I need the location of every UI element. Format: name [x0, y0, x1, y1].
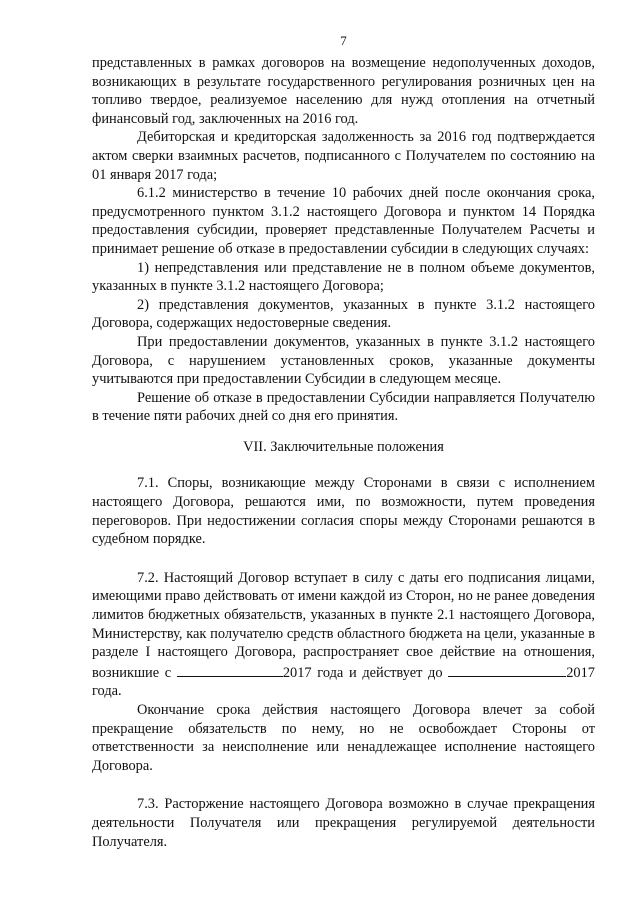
paragraph-continuation: представленных в рамках договоров на возмещение недополученных доходов, возникающих в результате государственного регулирования розничных цен на топливо твердое, реализуемое населению для нужд отопления на отчетный финансовый год, заключенных на 2016 год. [92, 55, 595, 127]
spacer [92, 549, 595, 569]
paragraph-receivables: Дебиторская и кредиторская задолженность за 2016 год подтверждается актом сверки взаимных расчетов, подписанного с Получателем по состоянию на 01 января 2017 года; [92, 129, 595, 183]
clause-7-3: 7.3. Расторжение настоящего Договора возможно в случае прекращения деятельности Получателя или прекращения регулируемой деятельности Получателя. [92, 796, 595, 850]
section-heading: VII. Заключительные положения [243, 438, 444, 455]
clause-7-1: 7.1. Споры, возникающие между Сторонами в связи с исполнением настоящего Договора, решаются ими, по возможности, путем проведения переговоров. При недостижении согласия споры между Сторонами решаются в судебном порядке. [92, 475, 595, 548]
date-blank-start [177, 662, 283, 677]
spacer [92, 775, 595, 795]
paragraph-late-documents: При предоставлении документов, указанных в пункте 3.1.2 настоящего Договора, с нарушением установленных сроков, указанные документы учитываются при предоставлении Субсидии в следующем месяце. [92, 333, 595, 388]
list-item-1: 1) непредставления или представление не в полном объеме документов, указанных в пункте 3.1.2 настоящего Договора; [92, 259, 595, 295]
list-item-2: 2) представления документов, указанных в пункте 3.1.2 настоящего Договора, содержащих недостоверные сведения. [92, 296, 595, 332]
spacer [92, 456, 595, 474]
document-page [92, 32, 595, 851]
page-number: 7 [340, 33, 347, 48]
clause-7-2 [92, 569, 595, 701]
paragraph-refusal: Решение об отказе в предоставлении Субсидии направляется Получателю в течение пяти рабочих дней со дня его принятия. [92, 389, 595, 425]
clause-7-2-termination: Окончание срока действия настоящего Договора влечет за собой прекращение обязательств по нему, но не освобождает Стороны от ответственности за неисполнение или ненадлежащее исполнение настоящего Договора. [92, 702, 595, 774]
clause-7-2-text: 7.2. Настоящий Договор вступает в силу с даты его подписания лицами, имеющими право действовать от имени каждой из Сторон, но не ранее доведения лимитов бюджетных обязательств, указанных в пункте 2.1 настоящего Договора, Министерству, как получателю средств областного бюджета на цели, указанные в разделе I настоящего Договора, распространяет свое действие на отношения, возникшие с [92, 569, 595, 681]
spacer [92, 426, 595, 438]
clause-7-2-end: 2017 года. [92, 664, 595, 700]
date-blank-end [448, 662, 566, 677]
clause-7-2-mid: 2017 года и действует до [282, 664, 443, 681]
paragraph-6-1-2: 6.1.2 министерство в течение 10 рабочих дней после окончания срока, предусмотренного пунктом 3.1.2 настоящего Договора и пунктом 14 Порядка предоставления субсидии, проверяет представленные Получателем Расчеты и принимает решение об отказе в предоставлении субсидии в следующих случаях: [92, 185, 595, 257]
